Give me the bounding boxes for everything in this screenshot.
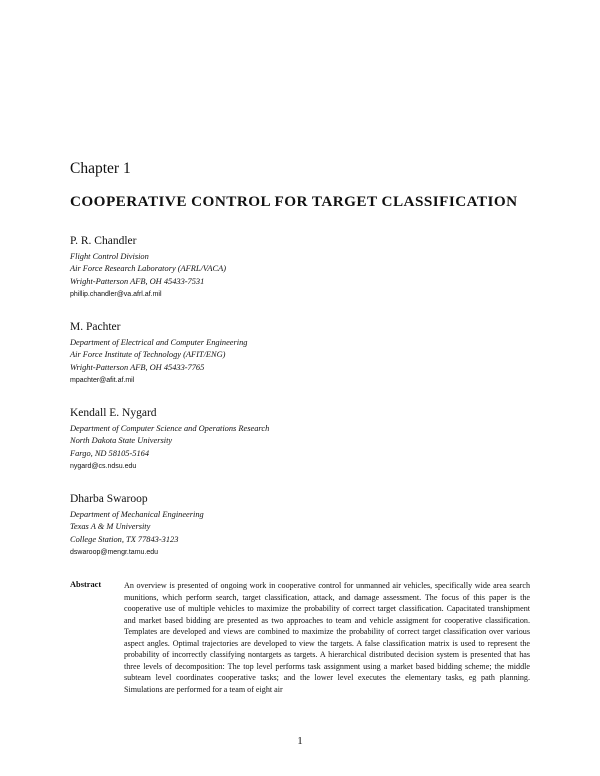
author-affiliation-line: Fargo, ND 58105-5164: [70, 448, 150, 458]
author-affiliation-line: Air Force Institute of Technology (AFIT/ENG): [70, 350, 226, 360]
author-email: dswaroop@mengr.tamu.edu: [70, 548, 159, 556]
author-block-swaroop: [70, 492, 550, 559]
author-name: Dharba Swaroop: [70, 493, 148, 505]
author-affiliation-line: Department of Mechanical Engineering: [70, 510, 204, 519]
abstract-label: Abstract: [70, 580, 102, 589]
author-block-nygard: [70, 406, 550, 473]
author-name: M. Pachter: [70, 321, 121, 333]
author-block-pachter: [70, 320, 550, 387]
author-affiliation-line: College Station, TX 77843-3123: [70, 534, 179, 544]
page-number: 1: [297, 735, 303, 747]
chapter-label: Chapter 1: [70, 160, 131, 177]
author-affiliation-line: Texas A & M University: [70, 522, 151, 532]
author-affiliation-line: Wright-Patterson AFB, OH 45433-7531: [70, 276, 205, 286]
author-affiliation-line: Department of Electrical and Computer Engineering: [70, 338, 248, 347]
abstract-text: An overview is presented of ongoing work in cooperative control for unmanned air vehicles, specifically wide area search munitions, which perform search, target classification, attack, and damage assessment. The focus of this paper is the cooperative use of multiple vehicles to maximize the probability of correct target classification. Capacitated transhipment and market based bidding are presented as two approaches to team and vehicle assigment for cooperative classification. Templates are developed and views are combined to maximize the probability of correct target classification over various aspect angles. Optimal trajectories are developed to view the targets. A false classification matrix is used to represent the probability of incorrectly classifying nontargets as targets. A hierarchical distributed decision system is presented that has three levels of decomposition: The top level performs task assignment using a market based bidding scheme; the middle subteam level coordinates cooperative tasks; and the lower level executes the elementary tasks, eg path planning. Simulations are performed for a team of eight air: [124, 581, 530, 694]
author-affiliation-line: Department of Computer Science and Operations Research: [70, 424, 270, 433]
author-affiliation-line: Wright-Patterson AFB, OH 45433-7765: [70, 362, 205, 372]
author-email: nygard@cs.ndsu.edu: [70, 462, 137, 470]
author-email: mpachter@afit.af.mil: [70, 376, 135, 384]
author-affiliation-line: Flight Control Division: [70, 252, 149, 261]
author-affiliation-line: North Dakota State University: [70, 436, 173, 446]
author-name: P. R. Chandler: [70, 235, 137, 247]
author-block-chandler: [70, 234, 550, 301]
author-email: phillip.chandler@va.afrl.af.mil: [70, 290, 162, 298]
author-affiliation-line: Air Force Research Laboratory (AFRL/VACA): [70, 264, 226, 274]
chapter-title: COOPERATIVE CONTROL FOR TARGET CLASSIFICATION: [70, 193, 518, 210]
author-name: Kendall E. Nygard: [70, 407, 157, 419]
